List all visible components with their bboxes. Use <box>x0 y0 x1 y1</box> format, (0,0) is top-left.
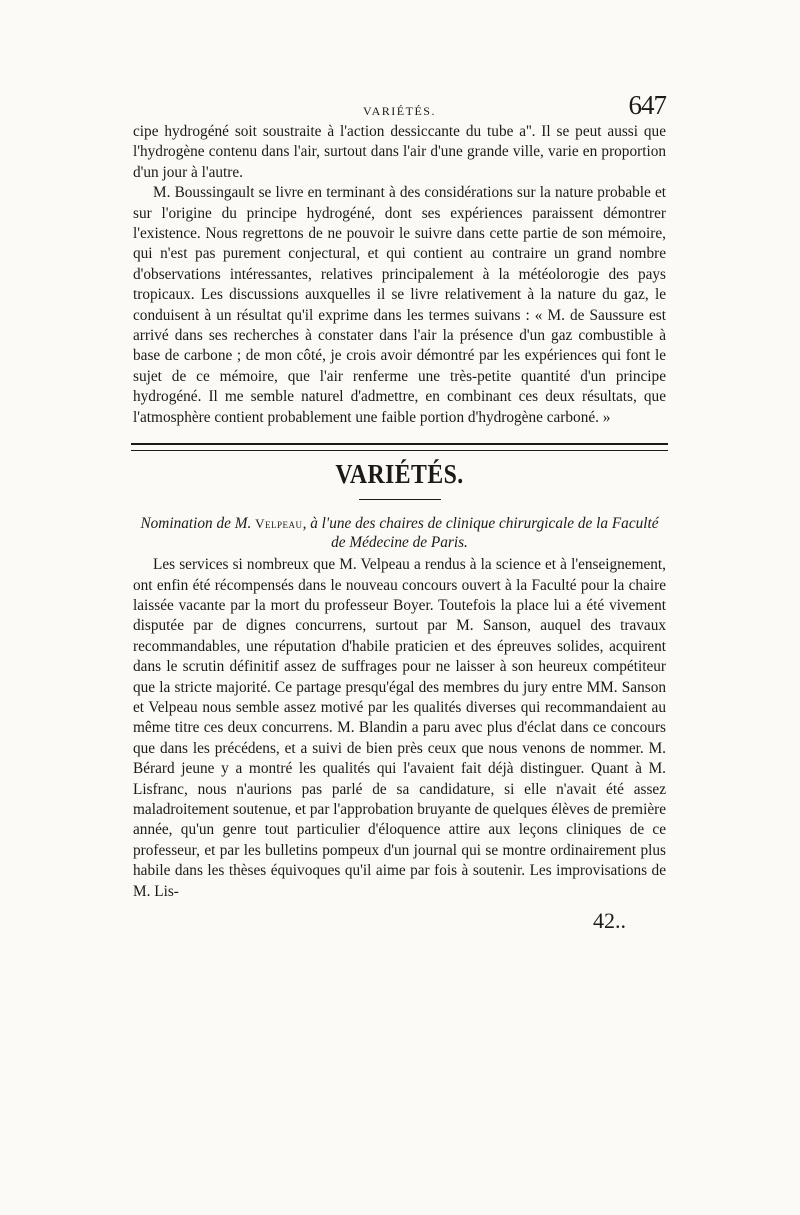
section-title: VARIÉTÉS. <box>335 459 464 490</box>
running-head-title: VARIÉTÉS. <box>363 104 436 118</box>
page-number: 647 <box>628 90 666 120</box>
title-rule <box>359 499 441 500</box>
article-heading-lead: Nomination de M. <box>140 515 252 533</box>
signature-mark: 42.. <box>593 908 626 933</box>
section-divider <box>131 443 668 451</box>
article-heading <box>133 514 666 552</box>
velpeau-article-body: Les services si nombreux que M. Velpeau a rendus à la science et à l'enseignement, ont enfin été récompensés dans le nouveau concours ouvert à la Faculté pour la chaire laissée vacante par la mort du professeur Boyer. Toutefois la place lui a été vivement disputée par de dignes concurrens, surtout par M. Sanson, auquel des travaux recommandables, une réputation d'habile praticien et des épreuves solides, acquirent dans le scrutin définitif assez de suffrages pour ne laisser à son heureux compétiteur que la stricte majorité. Ce partage presqu'égal des membres du jury entre MM. Sanson et Velpeau nous semble assez motivé par les qualités diverses qui recommandaient au même titre ces deux concurrens. M. Blandin a paru avec plus d'éclat dans ce concours que dans les précédens, et a suivi de bien près ceux que nous venons de nommer. M. Bérard jeune y a montré les qualités qui l'avaient fait déjà distinguer. Quant à M. Lisfranc, nous n'aurions pas parlé de sa candidature, si elle n'avait été assez maladroitement soutenue, et par l'approbation bruyante de quelques élèves de première année, qu'un genre tout particulier d'éloquence attire aux leçons cliniques de ce professeur, et par les bulletins pompeux d'un journal qui se montre ordinairement plus habile dans les thèses équivoques qu'il aime par fois à soutenir. Les improvisations de M. Lis- <box>133 556 666 900</box>
boussingault-paragraph: M. Boussingault se livre en terminant à des considérations sur la nature probable et sur l'origine du principe hydrogéné, dont ses expériences paraissent démontrer l'existence. Nous regrettons de ne pouvoir le suivre dans cette partie de son mémoire, qui n'est pas purement conjectural, et qui contient au contraire un grand nombre d'observations intéressantes, relatives principalement à la météolorogie des pays tropicaux. Les discussions auxquelles il se livre relativement à la nature du gaz, le conduisent à un résultat qu'il exprime dans les termes suivans : « M. de Saussure est arrivé dans ses recherches à constater dans l'air la présence d'un gaz combustible à base de carbone ; de mon côté, je crois avoir démontré par les expériences qui font le sujet de ce mémoire, que l'air renferme une très-petite quantité d'un principe hydrogéné. Il me semble naturel d'admettre, en combinant ces deux résultats, que l'atmosphère contient probablement une faible portion d'hydrogène carboné. » <box>133 184 666 426</box>
running-head <box>133 88 666 122</box>
article-heading-name: Velpeau <box>255 516 303 532</box>
article-heading-rest: , à l'une des chaires de clinique chirurgicale de la Faculté de Médecine de Paris. <box>302 515 659 552</box>
continuation-text: cipe hydrogéné soit soustraite à l'action dessiccante du tube a''. Il se peut aussi que l'hydrogène contenu dans l'air, surtout dans l'air d'une grande ville, varie en proportion d'un jour à l'autre. <box>133 123 666 181</box>
book-page <box>133 88 666 934</box>
